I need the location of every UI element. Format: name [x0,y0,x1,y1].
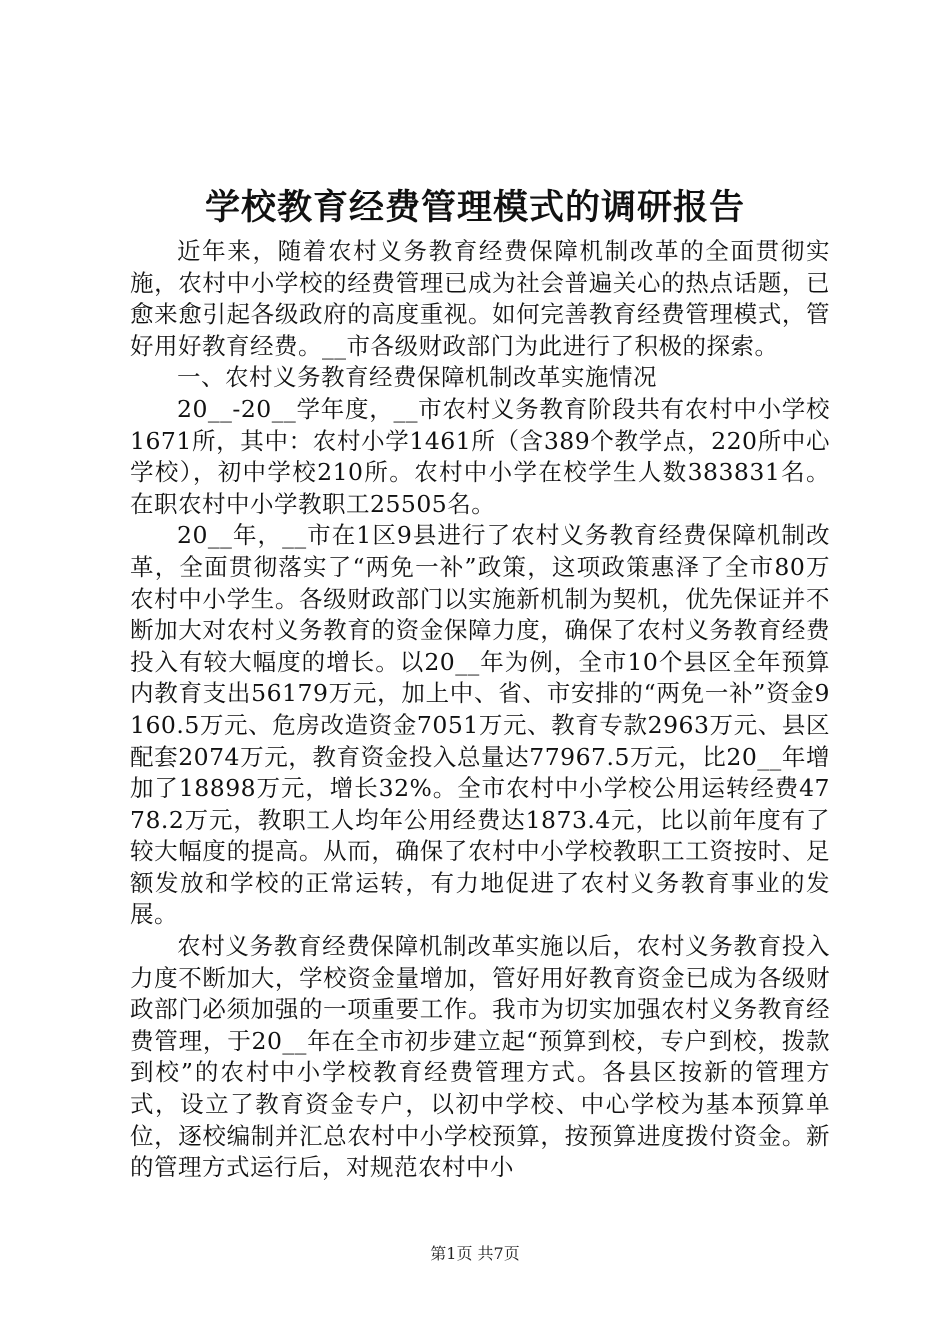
document-title: 学校教育经费管理模式的调研报告 [204,187,745,228]
paragraph-intro: 近年来，随着农村义务教育经费保障机制改革的全面贯彻实施，农村中小学校的经费管理已成为社会普遍关心的热点话题，已愈来愈引起各级政府的高度重视。如何完善教育经费管理模式，管好用好教育经费。__市各级财政部门为此进行了积极的探索。 [130,237,830,360]
paragraph-reform: 20__年，__市在1区9县进行了农村义务教育经费保障机制改革，全面贯彻落实了“两免一补”政策，这项政策惠泽了全市80万农村中小学生。各级财政部门以实施新机制为契机，优先保证并不断加大对农村义务教育的资金保障力度，确保了农村义务教育经费投入有较大幅度的增长。以20__年为例，全市10个县区全年预算内教育支出56179万元，加上中、省、市安排的“两免一补”资金9160.5万元、危房改造资金7051万元、教育专款2963万元、县区配套2074万元，教育资金投入总量达77967.5万元，比20__年增加了18898万元，增长32%。全市农村中小学校公用运转经费4778.2万元，教职工人均年公用经费达1873.4元，比以前年度有了较大幅度的提高。从而，确保了农村中小学校教职工工资按时、足额发放和学校的正常运转，有力地促进了农村义务教育事业的发展。 [130,521,830,929]
document-body [130,236,830,1184]
section-heading: 一、农村义务教育经费保障机制改革实施情况 [177,363,657,392]
paragraph-statistics: 20__-20__学年度，__市农村义务教育阶段共有农村中小学校1671所，其中：农村小学1461所（含389个教学点，220所中心学校），初中学校210所。农村中小学在校学生人数383831名。在职农村中小学教职工25505名。 [130,394,830,518]
paragraph-management: 农村义务教育经费保障机制改革实施以后，农村义务教育投入力度不断加大，学校资金量增加，管好用好教育资金已成为各级财政部门必须加强的一项重要工作。我市为切实加强农村义务教育经费管理，于20__年在全市初步建立起“预算到校，专户到校，拨款到校”的农村中小学校教育经费管理方式。各县区按新的管理方式，设立了教育资金专户，以初中学校、中心学校为基本预算单位，逐校编制并汇总农村中小学校预算，按预算进度拨付资金。新的管理方式运行后，对规范农村中小 [130,932,830,1182]
page-number-footer: 第1页 共7页 [430,1244,520,1263]
